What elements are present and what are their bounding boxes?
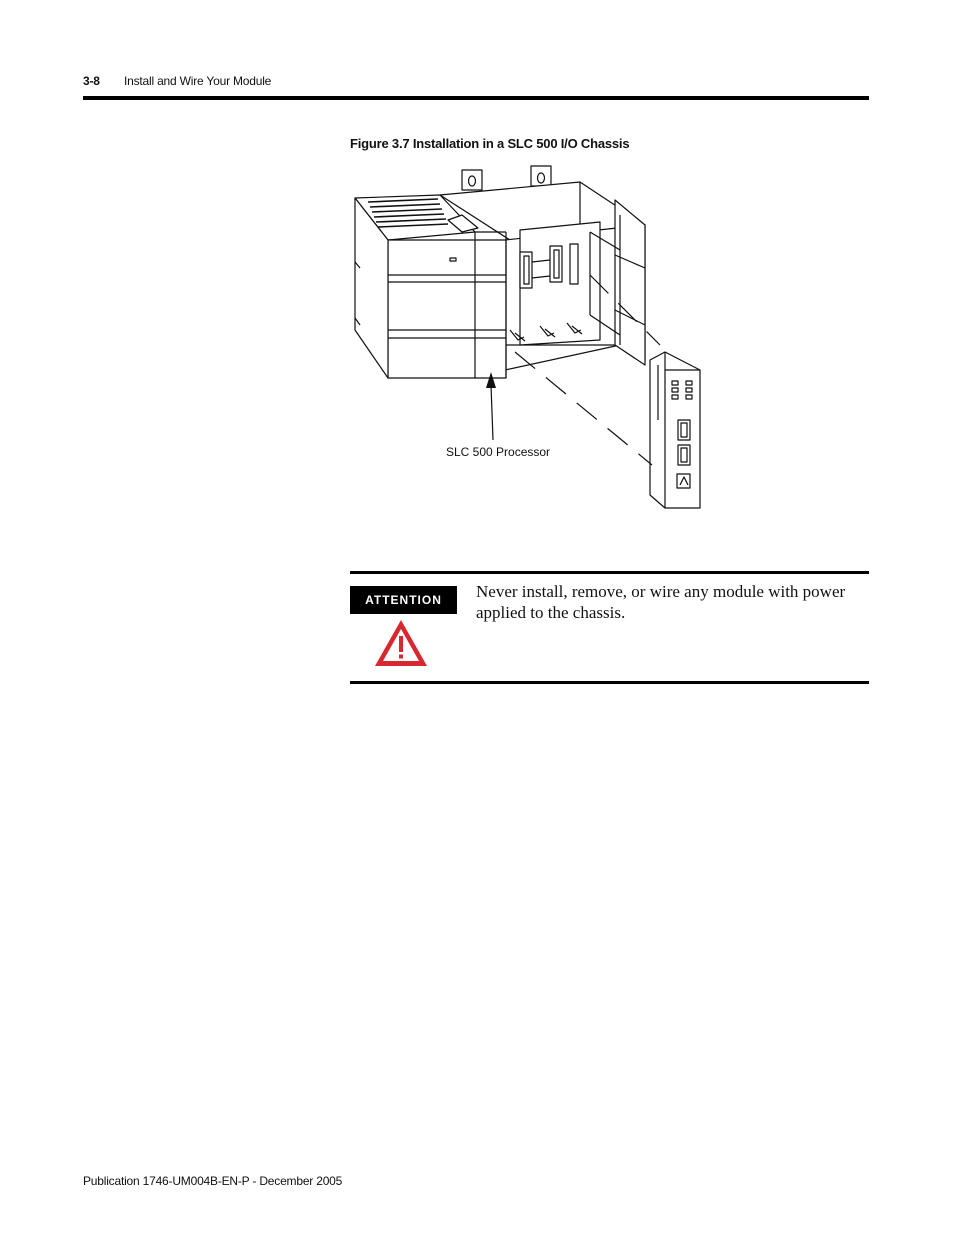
- callout-arrow: [486, 372, 496, 440]
- mounting-tab-right: [531, 166, 551, 186]
- attention-bottom-rule: [350, 681, 869, 684]
- attention-text: Never install, remove, or wire any module with power applied to the chassis.: [476, 582, 846, 622]
- mounting-tab-left: [462, 170, 482, 190]
- page-number: 3-8: [83, 74, 100, 88]
- section-title: Install and Wire Your Module: [124, 74, 272, 88]
- attention-badge: ATTENTION: [350, 586, 457, 614]
- figure-caption: Figure 3.7 Installation in a SLC 500 I/O Chassis: [350, 136, 630, 151]
- io-module: [650, 352, 700, 508]
- warning-triangle-icon: [373, 618, 429, 673]
- processor-label: SLC 500 Processor: [446, 445, 551, 459]
- footer-publication: Publication 1746-UM004B-EN-P - December 2005: [83, 1174, 343, 1188]
- chassis-figure: [340, 160, 720, 525]
- header-rule: [83, 96, 869, 100]
- attention-top-rule: [350, 571, 869, 574]
